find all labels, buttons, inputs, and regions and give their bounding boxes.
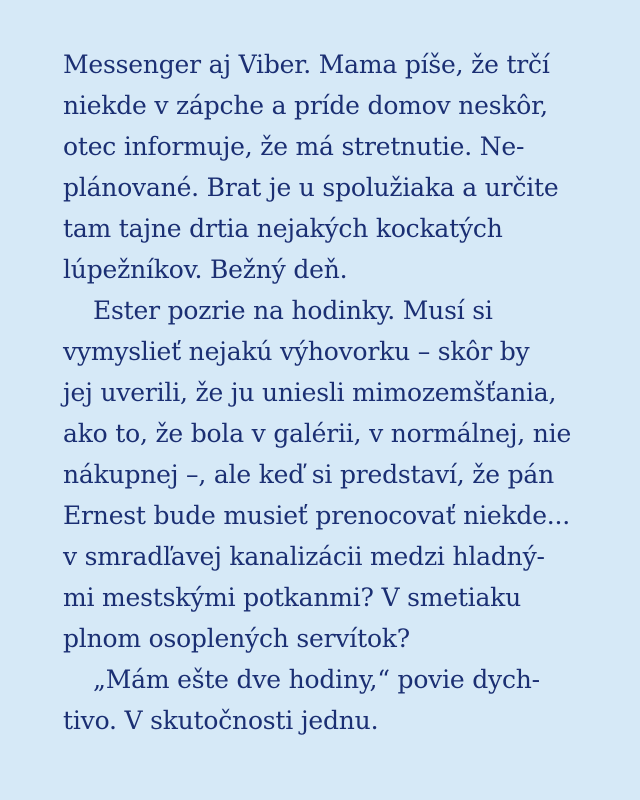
text-line: mi mestskými potkanmi? V smetiaku [63, 583, 522, 612]
text-line: plnom osoplených servítok? [63, 624, 410, 653]
text-line-indented: Ester pozrie na hodinky. Musí si [93, 296, 493, 325]
text-line: Messenger aj Viber. Mama píše, že trčí [63, 50, 550, 79]
text-line: ako to, že bola v galérii, v normálnej, nie [63, 419, 572, 448]
text-line: plánované. Brat je u spolužiaka a určite [63, 173, 559, 202]
text-line-indented: „Mám ešte dve hodiny,“ povie dych- [93, 665, 540, 694]
text-line: niekde v zápche a príde domov neskôr, [63, 91, 548, 120]
text-line: tivo. V skutočnosti jednu. [63, 706, 379, 735]
text-line: nákupnej –, ale keď si predstaví, že pán [63, 460, 555, 489]
text-line: lúpežníkov. Bežný deň. [63, 255, 348, 284]
text-line: otec informuje, že má stretnutie. Ne- [63, 132, 525, 161]
text-line: vymyslieť nejakú výhovorku – skôr by [63, 337, 530, 366]
text-line: Ernest bude musieť prenocovať niekde... [63, 501, 571, 530]
body-text [63, 44, 623, 741]
text-line: tam tajne drtia nejakých kockatých [63, 214, 503, 243]
text-line: jej uverili, že ju uniesli mimozemšťania, [63, 378, 557, 407]
text-line: v smradľavej kanalizácii medzi hladný- [63, 542, 545, 571]
